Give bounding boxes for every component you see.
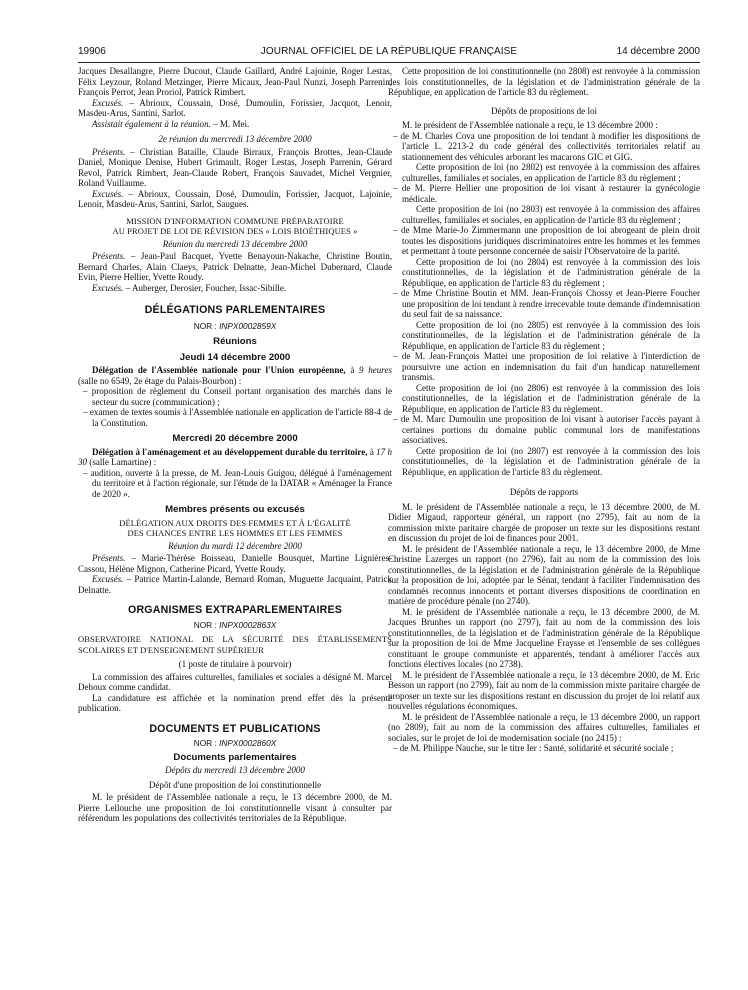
excused-label: Excusés. (92, 97, 124, 108)
excused-paragraph (78, 283, 392, 294)
delegation-amenagement-location: (salle Lamartine) : (87, 457, 157, 467)
page-header (78, 44, 700, 60)
section-title-documents: DOCUMENTS ET PUBLICATIONS (149, 722, 321, 735)
mission-heading-line1: MISSION D'INFORMATION COMMUNE PRÉPARATOIRE (126, 215, 344, 226)
subsection-documents-parlementaires: Documents parlementaires (173, 751, 297, 763)
excused-paragraph (78, 574, 392, 595)
also-present-paragraph (78, 119, 392, 130)
renvoi-paragraph: Cette proposition de loi constitutionnelle (no 2808) est renvoyée à la commission des lois constitutionnelles, de la législation et de l'administration générale de la République, en application de l'article 83 du règlement. (388, 66, 700, 97)
attendees-list: Jacques Desallangre, Pierre Ducout, Claude Gaillard, André Lajoinie, Roger Lestas, Félix Leyzour, Roland Metzinger, Pierre Micaux, Jean-Paul Nunzi, Joseph Parrenin, François Perrot, Jean Proriol, Patrick Rimbert. (78, 66, 392, 97)
nor-prefix: NOR : (193, 320, 220, 331)
present-paragraph (78, 251, 392, 283)
depots-propositions-heading: Dépôts de propositions de loi (490, 105, 598, 116)
excused-paragraph (78, 189, 392, 210)
proposition-item: – de Mme Marie-Jo Zimmermann une proposition de loi abrogeant de plein droit toutes les dispositions juridiques discriminatoires entre les hommes et les femmes et permettant à toute personne concernée de saisir l'Observatoire de la parité. (393, 225, 700, 256)
subsection-membres: Membres présents ou excusés (165, 504, 305, 515)
proposition-item: – de M. Charles Cova une proposition de loi tendant à modifier les dispositions de l'article L. 2213-2 du code général des collectivités territoriales relatif au stationnement des véhicules arborant les macarons GIC et GIG. (393, 130, 700, 162)
candidature-paragraph: La candidature est affichée et la nomination prend effet dès la présente publication. (78, 692, 392, 713)
nor-reference (78, 321, 392, 332)
proposition-item: – de M. Marc Dumoulin une proposition de loi visant à autoriser l'accès payant à certaines portions du domaine public communal lors de manifestations associatives. (393, 414, 700, 445)
agenda-item: – audition, ouverte à la presse, de M. Jean-Louis Guigou, délégué à l'aménagement du territoire et à l'action régionale, sur l'étude de la DATAR « Aménager la France de 2020 ». (83, 467, 392, 499)
rapport-paragraph: M. le président de l'Assemblée nationale a reçu, le 13 décembre 2000, de Mme Christine Lazerges un rapport (no 2796), fait au nom de la commission des lois constitutionnelles, de la législation et de l'administration générale de la République sur la proposition de loi, adoptée par le Sénat, tendant à faciliter l'indemnisation des condamnés reconnus innocents et portant diverses dispositions de coordination en matière de procédure pénale (no 2740). (388, 543, 700, 606)
present-names: – Jean-Paul Bacquet, Yvette Benayoun-Nakache, Christine Boutin, Bernard Charles, Alain Claeys, Patrick Delnatte, Jean-Michel Dubernard, Claude Evin, Pierre Hellier, Yvette Roudy. (78, 251, 392, 282)
page-number: 19906 (78, 46, 106, 57)
present-label: Présents. (92, 146, 126, 157)
droits-heading-line1: DÉLÉGATION AUX DROITS DES FEMMES ET À L'ÉGALITÉ (119, 517, 351, 528)
nor-code: INPX0002859X (219, 320, 277, 331)
mission-meeting-date: Réunion du mercredi 13 décembre 2000 (162, 238, 308, 249)
delegation-amenagement-name: Délégation à l'aménagement et au développement durable du territoire, (92, 446, 368, 457)
observatoire-title: OBSERVATOIRE NATIONAL DE LA SÉCURITÉ DES ÉTABLISSEMENTS SCOLAIRES ET D'ENSEIGNEMENT SUPÉRIEUR (78, 634, 392, 655)
rapport-paragraph: M. le président de l'Assemblée nationale a reçu, le 13 décembre 2000, de M. Jacques Brunhes un rapport (no 2797), fait au nom de la commission des lois constitutionnelles, de la législation et de l'administration générale de la République sur la proposition de loi de Mme Jacqueline Fraysse et l'ensemble de ses collègues constituant le groupe communiste et apparentés, tendant à améliorer l'accès aux fonctions électives locales (no 2738). (388, 606, 700, 669)
section-title-organismes: ORGANISMES EXTRAPARLEMENTAIRES (128, 604, 342, 616)
delegation-amenagement-paragraph (78, 447, 392, 468)
proposition-renvoi: Cette proposition de loi (no 2802) est renvoyée à la commission des affaires culturelles, familiales et sociales, en application de l'article 83 du règlement ; (402, 162, 700, 183)
rapport-paragraph: M. le président de l'Assemblée nationale a reçu, le 13 décembre 2000, de M. Eric Besson un rapport (no 2799), fait au nom de la commission mixte paritaire chargée de proposer un texte sur les dispositions restant en discussion du projet de loi relatif aux nouvelles régulations économiques. (388, 669, 700, 711)
proposition-renvoi: Cette proposition de loi (no 2803) est renvoyée à la commission des affaires culturelles, familiales et sociales, en application de l'article 83 du règlement ; (402, 204, 700, 225)
delegation-amenagement-time: 17 h 30 (78, 446, 392, 467)
excused-paragraph (78, 98, 392, 119)
delegation-ue-paragraph (78, 365, 392, 386)
nor-code: INPX0002860X (219, 738, 277, 748)
proposition-renvoi: Cette proposition de loi (no 2806) est renvoyée à la commission des lois constitutionnelles, de la législation et de l'administration générale de la République, en application de l'article 83 du règlement. (402, 382, 700, 414)
nor-code: INPX0002863X (219, 619, 277, 630)
proposition-renvoi: Cette proposition de loi (no 2804) est renvoyée à la commission des lois constitutionnelles, de la législation et de l'administration générale de la République, en application de l'article 83 du règlement ; (402, 256, 700, 288)
present-label: Présents. (92, 553, 126, 563)
nor-prefix: NOR : (193, 619, 220, 630)
agenda-item: – examen de textes soumis à l'Assemblée nationale en application de l'article 88-4 de la Constitution. (83, 407, 392, 428)
proposition-renvoi: Cette proposition de loi (no 2805) est renvoyée à la commission des lois constitutionnelles, de la législation et de l'administration générale de la République, en application de l'article 83 du règlement ; (402, 319, 700, 351)
depots-date-heading: Dépôts du mercredi 13 décembre 2000 (165, 765, 305, 775)
delegation-ue-name: Délégation de l'Assemblée nationale pour l'Union européenne, (92, 365, 346, 375)
mission-heading-line2: AU PROJET DE LOI DE RÉVISION DES « LOIS BIOÉTHIQUES » (112, 226, 358, 236)
nor-prefix: NOR : (193, 738, 220, 748)
journal-title: JOURNAL OFFICIEL DE LA RÉPUBLIQUE FRANÇAISE (260, 46, 518, 57)
lellouche-paragraph: M. le président de l'Assemblée nationale a reçu, le 13 décembre 2000, de M. Pierre Lellouche une proposition de loi constitutionnelle visant à consulter par référendum les populations des collectivités territoriales de la République. (78, 792, 392, 823)
subsection-reunions: Réunions (213, 336, 257, 347)
depots-rapports-heading: Dépôts de rapports (509, 487, 579, 497)
left-column (78, 66, 392, 824)
present-paragraph (78, 553, 392, 574)
rapport-item: – de M. Philippe Nauche, sur le titre Ier : Santé, solidarité et sécurité sociale ; (393, 743, 674, 753)
proposition-item: – de Mme Christine Boutin et MM. Jean-François Chossy et Jean-Pierre Foucher une proposition de loi tendant à rendre irrecevable toute demande d'indemnisation du seul fait de sa naissance. (393, 288, 700, 319)
delegation-ue-at: à (345, 365, 360, 375)
present-label: Présents. (92, 251, 126, 261)
droits-meeting-date: Réunion du mardi 12 décembre 2000 (168, 540, 302, 551)
issue-date: 14 décembre 2000 (616, 46, 700, 57)
excused-label: Excusés. (92, 574, 124, 584)
reception-paragraph: M. le président de l'Assemblée nationale a reçu, le 13 décembre 2000 : (402, 120, 658, 130)
droits-heading-line2: DES CHANCES ENTRE LES HOMMES ET LES FEMMES (127, 528, 343, 538)
also-present-label: Assistait également à la réunion. (92, 118, 211, 129)
delegation-ue-time: 9 heures (359, 365, 392, 375)
second-meeting-heading: 2e réunion du mercredi 13 décembre 2000 (158, 134, 312, 144)
right-column (388, 66, 700, 754)
excused-names: – Abrioux, Coussain, Dosé, Dumoulin, Forissier, Jacquot, Lenoir, Masdeu-Arus, Santini, Sarlot. (78, 97, 392, 118)
excused-names: – Patrice Martin-Lalande, Bernard Roman, Muguette Jacquaint, Patrick Delnatte. (78, 574, 392, 595)
poste-note: (1 poste de titulaire à pourvoir) (178, 659, 292, 669)
date-heading-mercredi: Mercredi 20 décembre 2000 (172, 433, 298, 444)
excused-names: – Abrioux, Coussain, Dosé, Dumoulin, Forissier, Jacquot, Lajoinie, Lenoir, Masdeu-Arus, Santini, Sarlot, Saugues. (78, 188, 392, 209)
nor-reference (78, 738, 392, 749)
present-names: – Marie-Thérèse Boisseau, Danielle Bousquet, Martine Lignières-Cassou, Hélène Mignon, Catherine Picard, Yvette Roudy. (78, 553, 392, 574)
delegation-amenagement-at: à (367, 446, 377, 457)
proposition-item: – de M. Jean-François Mattei une proposition de loi relative à l'interdiction de poursuivre une action en indemnisation du fait d'un handicap naturellement transmis. (393, 351, 700, 382)
date-heading-jeudi: Jeudi 14 décembre 2000 (179, 351, 291, 363)
agenda-item: – proposition de règlement du Conseil portant organisation des marchés dans le secteur du sucre (communication) ; (83, 386, 392, 407)
rapport-paragraph: M. le président de l'Assemblée nationale a reçu, le 13 décembre 2000, de M. Didier Migaud, rapporteur général, un rapport (no 2795), fait au nom de la commission mixte paritaire chargée de proposer un texte sur les dispositions restant en discussion du projet de loi de finances pour 2001. (388, 501, 700, 543)
delegation-ue-location: (salle no 6549, 2e étage du Palais-Bourbon) : (78, 375, 242, 386)
present-names: – Christian Bataille, Claude Birraux, François Brottes, Jean-Claude Daniel, Monique Denise, Hubert Grimault, Roger Lestas, Joseph Parrenin, Gérard Revol, Patrick Rimbert, Jean-Claude Robert, François Sauvadet, Michel Vergnier, Roland Vuillaume. (78, 146, 392, 188)
designation-paragraph: La commission des affaires culturelles, familiales et sociales a désigné M. Marcel Dehoux comme candidat. (78, 671, 392, 692)
section-title-delegations: DÉLÉGATIONS PARLEMENTAIRES (144, 304, 326, 316)
excused-names: – Auberger, Derosier, Foucher, Issac-Sibille. (123, 282, 287, 293)
depot-constitutionnelle-heading: Dépôt d'une proposition de loi constitutionnelle (148, 779, 322, 790)
excused-label: Excusés. (92, 188, 124, 199)
also-present-names: – M. Mei. (210, 118, 250, 129)
proposition-item: – de M. Pierre Hellier une proposition de loi visant à restaurer la gynécologie médicale. (393, 183, 700, 204)
nor-reference (78, 620, 392, 631)
present-paragraph (78, 147, 392, 189)
proposition-renvoi: Cette proposition de loi (no 2807) est renvoyée à la commission des lois constitutionnelles, de la législation et de l'administration générale de la République, en application de l'article 83 du règlement. (402, 445, 700, 477)
rapport-paragraph: M. le président de l'Assemblée nationale a reçu, le 13 décembre 2000, un rapport (no 2809), fait au nom de la commission des affaires culturelles, familiales et sociales, sur le projet de loi de modernisation sociale (no 2415) : (388, 711, 700, 743)
header-rule (78, 62, 700, 63)
excused-label: Excusés. (92, 282, 124, 293)
